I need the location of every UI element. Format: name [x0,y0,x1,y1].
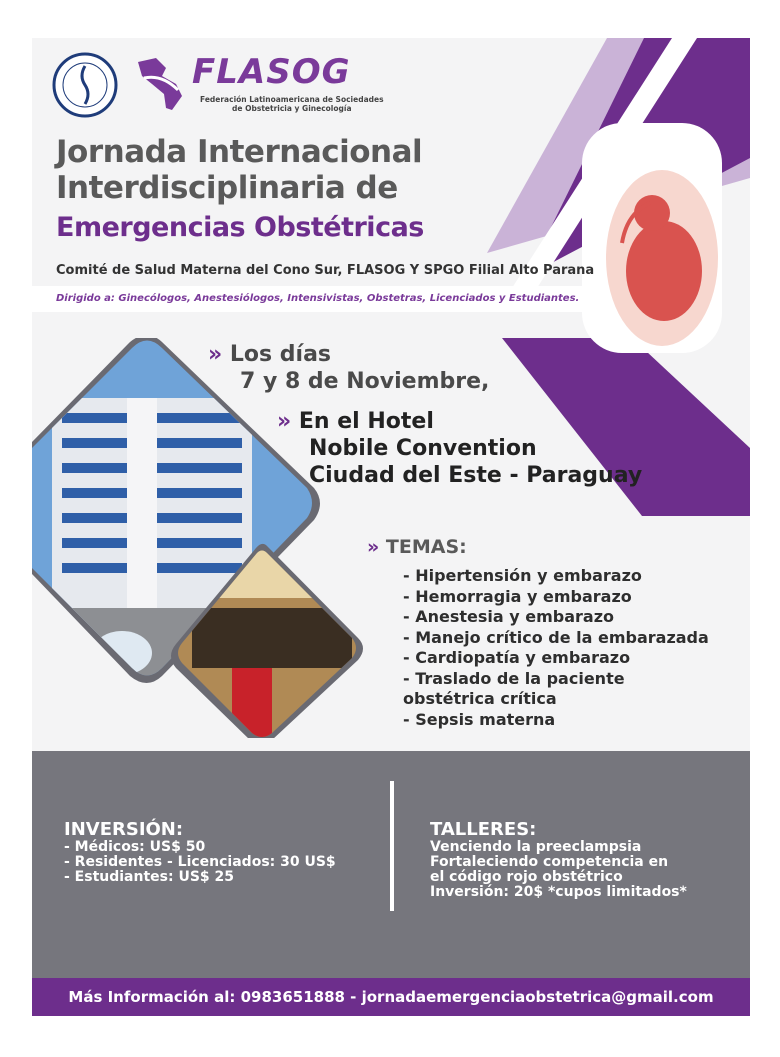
temas-heading-text: TEMAS: [385,536,467,558]
dates-line1: Los días [229,342,332,367]
event-venue [277,408,642,489]
talleres-section [430,819,687,900]
poster [32,38,750,1016]
list-item: - Sepsis materna [403,709,556,729]
talleres-line3: el código rojo obstétrico [430,869,623,885]
pricing-panel [32,751,750,978]
inversion-item-estudiantes: - Estudiantes: US$ 25 [64,869,235,885]
venue-line1: En el Hotel [298,409,434,434]
list-item: - Traslado de la paciente [403,668,625,688]
venue-line3: Ciudad del Este - Paraguay [309,463,643,488]
chevron-right-icon: » [367,536,380,558]
event-dates [208,341,489,395]
temas-list [367,566,709,730]
title-line3: Emergencias Obstétricas [56,212,424,243]
title-line2: Interdisciplinaria de [56,170,398,206]
hotel-photo [32,338,372,738]
title-line1: Jornada Internacional [56,134,423,170]
list-item: - Anestesia y embarazo [403,607,614,626]
talleres-heading: TALLERES: [430,819,537,840]
panel-divider [390,781,394,911]
list-item: - Hipertensión y embarazo [403,566,642,585]
audience-text: Dirigido a: Ginecólogos, Anestesiólogos, Intensivistas, Obstetras, Licenciados y Estudiantes. [56,293,580,304]
chevron-right-icon: » [208,342,223,367]
audience-band [32,286,592,312]
flasog-full-name [200,95,384,113]
list-item: - Manejo crítico de la embarazada [403,627,709,647]
inversion-item-medicos: - Médicos: US$ 50 [64,839,206,855]
talleres-price: Inversión: 20$ *cupos limitados* [430,884,687,900]
latin-america-map-icon [132,54,190,114]
fetus-illustration [552,93,750,383]
talleres-line2: Fortaleciendo competencia en [430,854,669,870]
temas-section [367,536,709,730]
event-title [56,134,424,246]
list-item: obstétrica crítica [403,689,557,708]
chevron-right-icon: » [277,409,292,434]
venue-line2: Nobile Convention [309,436,537,461]
inversion-heading: INVERSIÓN: [64,819,184,840]
spgo-seal-icon [52,52,118,118]
organizers-subtitle: Comité de Salud Materna del Cono Sur, FLASOG Y SPGO Filial Alto Parana [56,263,595,278]
inversion-section [64,819,336,885]
temas-heading [367,536,709,558]
list-item: - Hemorragia y embarazo [403,586,632,606]
flasog-name-line2: de Obstetricia y Ginecología [232,104,352,113]
dates-line2: 7 y 8 de Noviembre, [240,369,490,394]
flasog-logo-text: FLASOG [192,52,351,92]
inversion-item-residentes: - Residentes - Licenciados: 30 US$ [64,854,336,870]
flasog-name-line1: Federación Latinoamericana de Sociedades [200,95,384,104]
list-item: - Cardiopatía y embarazo [403,648,631,667]
contact-footer: Más Información al: 0983651888 - jornadaemergenciaobstetrica@gmail.com [32,978,750,1016]
talleres-line1: Venciendo la preeclampsia [430,839,642,855]
